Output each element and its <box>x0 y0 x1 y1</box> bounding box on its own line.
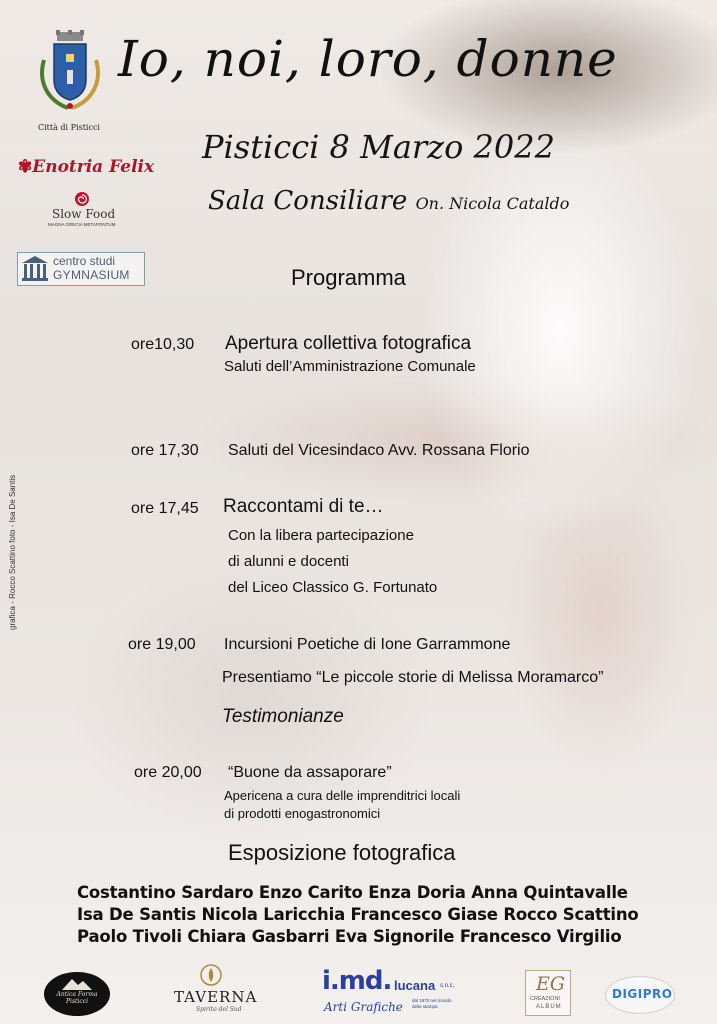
event-4-sub: Presentiamo “Le piccole storie di Melissa Moramarco” <box>222 669 604 686</box>
gymnasium-line2: GYMNASIUM <box>53 268 130 282</box>
eg-initials: EG <box>536 973 566 995</box>
gymnasium-line1: centro studi <box>53 254 116 268</box>
antica-forma-text: Antica Forma Pisticci <box>56 991 98 1005</box>
photographers-row-2: Isa De Santis Nicola Laricchia Francesco Giase Rocco Scattino <box>77 905 639 924</box>
sponsor-antica-forma <box>44 972 110 1016</box>
event-venue <box>208 186 569 216</box>
imd-arti: Arti Grafiche <box>324 1000 403 1014</box>
eg-line1: CREAZIONI <box>530 996 560 1002</box>
imd-lucana: lucana <box>394 978 436 993</box>
event-3-line1: Con la libera partecipazione <box>228 527 414 544</box>
taverna-emblem-icon <box>200 964 222 986</box>
temple-icon <box>21 255 49 282</box>
event-3-time: ore 17,45 <box>131 500 199 517</box>
sponsor-imd-lucana <box>322 968 458 1018</box>
event-1-time: ore10,30 <box>131 336 195 353</box>
taverna-name: TAVERNA <box>174 988 258 1006</box>
enotria-text: Enotria Felix <box>32 157 155 177</box>
event-5-title: “Buone da assaporare” <box>228 764 392 781</box>
photographers-row-1: Costantino Sardaro Enzo Carito Enza Doria Anna Quintavalle <box>77 883 628 902</box>
venue-name: Sala Consiliare <box>208 186 408 216</box>
venue-dedication: On. Nicola Cataldo <box>415 194 570 213</box>
event-5-time: ore 20,00 <box>134 764 202 781</box>
event-5-line2: di prodotti enogastronomici <box>224 806 381 821</box>
sponsor-eg-creazioni <box>525 970 571 1016</box>
credit-text: grafica - Rocco Scattino foto - Isa De Santis <box>8 474 17 630</box>
mountain-icon <box>62 976 92 990</box>
taverna-sub: Spirito del Sud <box>196 1006 242 1013</box>
event-1-title: Apertura collettiva fotografica <box>225 333 472 354</box>
event-3-line3: del Liceo Classico G. Fortunato <box>228 579 438 596</box>
eg-line2: ALBUM <box>536 1004 562 1010</box>
sponsor-taverna <box>172 964 258 1018</box>
imd-note: dal 1970 nel mondo della stampa <box>412 998 452 1009</box>
event-2-title: Saluti del Vicesindaco Avv. Rossana Florio <box>228 442 530 459</box>
event-date: Pisticci 8 Marzo 2022 <box>202 128 555 166</box>
enotria-felix-logo <box>18 157 154 177</box>
imd-srl: s.n.c. <box>440 983 455 989</box>
poster-title: Io, noi, loro, donne <box>118 30 618 88</box>
event-5-line1: Apericena a cura delle imprenditrici locali <box>224 788 461 803</box>
enotria-flower-icon: ✾ <box>18 157 33 177</box>
exhibition-heading: Esposizione fotografica <box>228 840 456 865</box>
event-3-title: Raccontami di te… <box>223 496 384 517</box>
event-4-extra: Testimonianze <box>222 706 344 727</box>
sponsor-digipro <box>605 976 675 1014</box>
slowfood-name: Slow Food <box>52 207 116 221</box>
photographers-row-3: Paolo Tivoli Chiara Gasbarri Eva Signorile Francesco Virgilio <box>77 927 622 946</box>
city-caption: Città di Pisticci <box>38 123 100 132</box>
digipro-text: DIGIPRO <box>612 987 673 1001</box>
gymnasium-logo <box>17 252 145 286</box>
program-heading: Programma <box>291 265 406 290</box>
slowfood-sub: MAGNA GRECIA METAPONTUM <box>48 222 116 227</box>
event-4-title: Incursioni Poetiche di Ione Garrammone <box>224 636 511 653</box>
city-crest-icon <box>34 30 106 112</box>
event-2-time: ore 17,30 <box>131 442 199 459</box>
event-1-sub: Saluti dell’Amministrazione Comunale <box>224 358 476 375</box>
event-3-line2: di alunni e docenti <box>228 553 349 570</box>
event-4-time: ore 19,00 <box>128 636 196 653</box>
snail-icon <box>74 191 90 207</box>
imd-mark: i.md. <box>322 966 392 996</box>
city-crest-logo <box>34 30 106 112</box>
slowfood-logo <box>44 191 134 231</box>
